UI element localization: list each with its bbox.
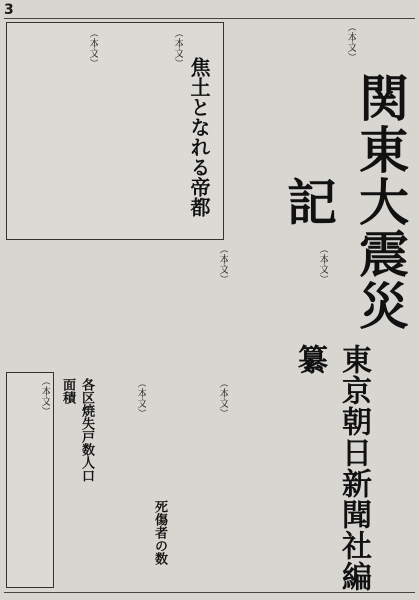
- casualties-heading: 死傷者の数: [152, 500, 167, 565]
- page-number: 3: [4, 2, 14, 18]
- top-border: [4, 18, 415, 19]
- population-text: （本文）: [135, 378, 146, 418]
- right-middle-text: （本文）: [317, 244, 328, 284]
- main-title: 関東大震災記: [279, 72, 410, 332]
- imperial-capital-text-right: （本文）: [172, 28, 183, 68]
- imperial-capital-text-left: （本文）: [87, 28, 98, 68]
- population-heading: 各区焼失戸数人口面積: [60, 378, 94, 482]
- middle-text: （本文）: [217, 244, 228, 284]
- publisher-heading: 東京朝日新聞社編纂: [292, 344, 371, 592]
- intro-text: （本文）: [345, 22, 356, 62]
- population-table-text: （本文）: [39, 376, 50, 416]
- imperial-capital-heading: 焦土となれる帝都: [187, 57, 211, 217]
- casualties-text: （本文）: [217, 378, 228, 418]
